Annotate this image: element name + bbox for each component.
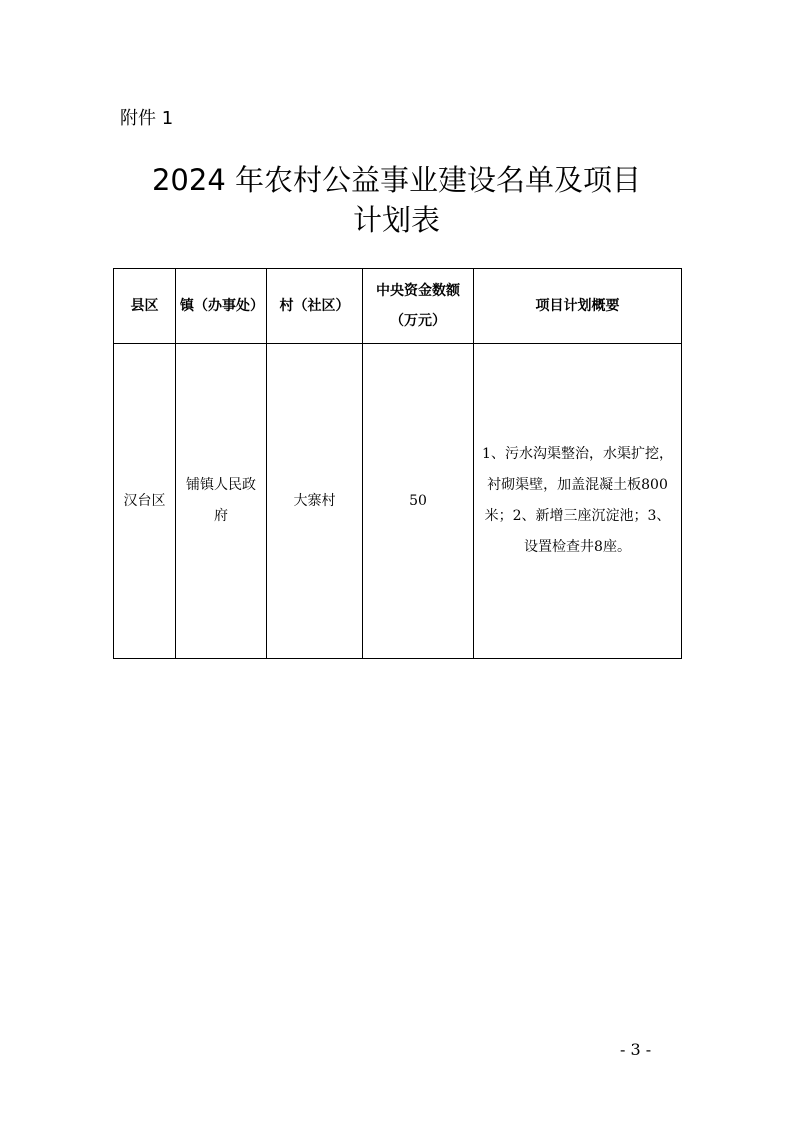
- cell-town: 铺镇人民政府: [176, 344, 267, 659]
- header-village: 村（社区）: [267, 269, 363, 344]
- header-town: 镇（办事处）: [176, 269, 267, 344]
- project-plan-table: [113, 268, 682, 659]
- title-line-1: 2024 年农村公益事业建设名单及项目: [151, 163, 642, 197]
- table-row: [114, 344, 682, 659]
- cell-county: 汉台区: [114, 344, 176, 659]
- cell-funds: 50: [363, 344, 474, 659]
- table-header-row: [114, 269, 682, 344]
- page-number: - 3 -: [620, 1040, 652, 1059]
- cell-village: 大寨村: [267, 344, 363, 659]
- cell-summary: 1、污水沟渠整治，水渠扩挖，衬砌渠壁，加盖混凝土板800米；2、新增三座沉淀池；3、设置检查井8座。: [474, 344, 682, 659]
- title-line-2: 计划表: [352, 203, 440, 237]
- header-county: 县区: [114, 269, 176, 344]
- attachment-label: 附件 1: [120, 108, 174, 129]
- header-summary: 项目计划概要: [474, 269, 682, 344]
- header-funds: 中央资金数额（万元）: [363, 269, 474, 344]
- document-title: [0, 160, 793, 240]
